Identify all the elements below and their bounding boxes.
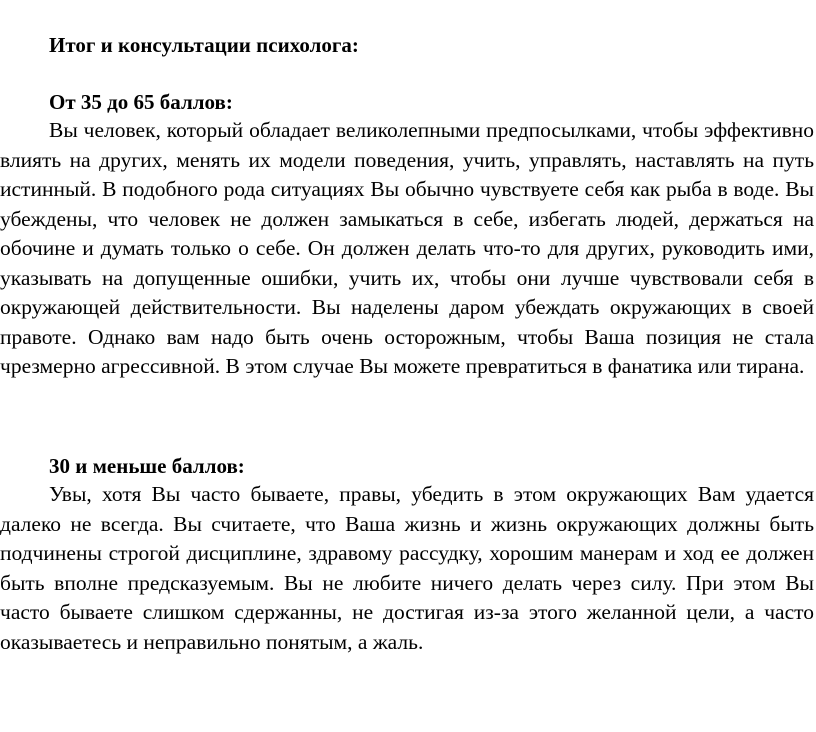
section-heading-30-less: 30 и меньше баллов: bbox=[49, 454, 245, 478]
section-heading-35-65: От 35 до 65 баллов: bbox=[49, 90, 233, 114]
section-text-35-65: Вы человек, который обладает великолепными предпосылками, чтобы эффективно влиять на других, менять их модели поведения, учить, управлять, наставлять на путь истинный. В подобного рода ситуациях Вы обычно чувствуете себя как рыба в воде. Вы убеждены, что человек не должен замыкаться в себе, избегать людей, держаться на обочине и думать только о себе. Он должен делать что-то для других, руководить ими, указывать на допущенные ошибки, учить их, чтобы они лучше чувствовали себя в окружающей действительности. Вы наделены даром убеждать окружающих в своей правоте. Однако вам надо быть очень осторожным, чтобы Ваша позиция не стала чрезмерно агрессивной. В этом случае Вы можете превратиться в фанатика или тирана. bbox=[0, 118, 814, 378]
section-text-30-less: Увы, хотя Вы часто бываете, правы, убедить в этом окружающих Вам удается далеко не всегда. Вы считаете, что Ваша жизнь и жизнь окружающих должны быть подчинены строгой дисциплине, здравому рассудку, хорошим манерам и ход ее должен быть вполне предсказуемым. Вы не любите ничего делать через силу. При этом Вы часто бываете слишком сдержанны, не достигая из-за этого желанной цели, а часто оказываетесь и неправильно понятым, а жаль. bbox=[0, 482, 814, 654]
document-title: Итог и консультации психолога: bbox=[49, 33, 359, 57]
